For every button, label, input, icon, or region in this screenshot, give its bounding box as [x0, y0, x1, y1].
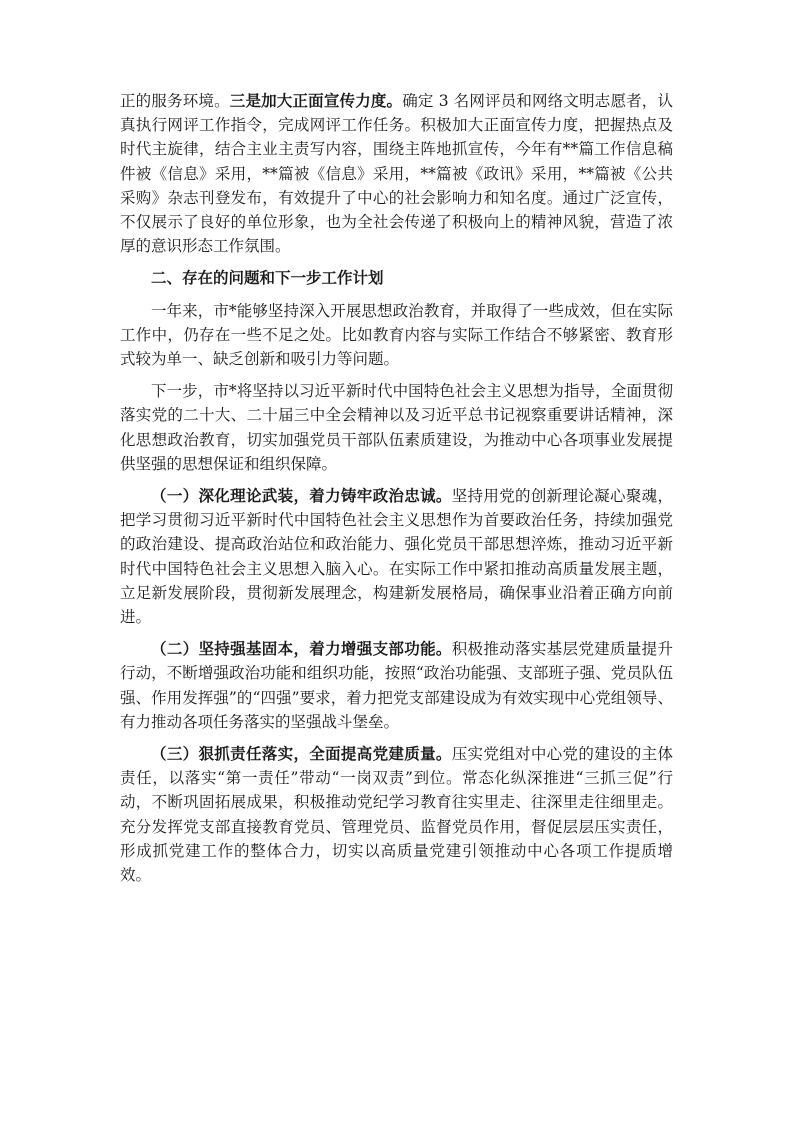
- item-2-text: 积极推动落实基层党建质量提升行动，不断增强政治功能和组织功能，按照“政治功能强、支部班子强、党员队伍强、作用发挥强”的“四强”要求，着力把党支部建设成为有效实现中心党组领导、有力推动各项任务落实的坚强战斗堡垒。: [120, 640, 673, 731]
- paragraph-text: 确定 3 名网评员和网络文明志愿者，认真执行网评工作指令，完成网评工作任务。积极加大正面宣传力度，把握热点及时代主旋律，结合主业主责写内容，围绕主阵地抓宣传，今年有**篇工作信息稿件被《信息》采用，**篇被《信息》采用，**篇被《政讯》采用，**篇被《公共采购》杂志刊登发布，有效提升了中心的社会影响力和知名度。通过广泛宣传，不仅展示了良好的单位形象，也为全社会传递了积极向上的精神风貌，营造了浓厚的意识形态工作氛围。: [120, 92, 673, 256]
- item-1-title: （一）深化理论武装，着力铸牢政治忠诚。: [151, 486, 452, 506]
- paragraph-problems: 一年来，市*能够坚持深入开展思想政治教育，并取得了一些成效，但在实际工作中，仍存在一些不足之处。比如教育内容与实际工作结合不够紧密、教育形式较为单一、缺乏创新和吸引力等问题。: [120, 301, 673, 369]
- paragraph-publicity: [120, 89, 673, 258]
- section-heading: 二、存在的问题和下一步工作计划: [151, 268, 384, 288]
- document-page: [120, 89, 673, 895]
- item-3-text: 压实党组对中心党的建设的主体责任，以落实“第一责任”带动“一岗双责”到位。常态化纵深推进“三抓三促”行动，不断巩固拓展成果，积极推动党纪学习教育往实里走、往深里走往细里走。充分发挥党支部直接教育党员、管理党员、监督党员作用，督促层层压实责任，形成抓党建工作的整体合力，切实以高质量党建引领推动中心各项工作提质增效。: [120, 745, 673, 885]
- paragraph-item-1: [120, 484, 673, 629]
- item-1-text: 坚持用党的创新理论凝心聚魂，把学习贯彻习近平新时代中国特色社会主义思想作为首要政治任务，持续加强党的政治建设、提高政治站位和政治能力、强化党员干部思想淬炼，推动习近平新时代中国特色社会主义思想入脑入心。在实际工作中紧扣推动高质量发展主题，立足新发展阶段，贯彻新发展理念，构建新发展格局，确保事业沿着正确方向前进。: [120, 487, 673, 627]
- paragraph-bold-lead: 三是加大正面宣传力度。: [229, 91, 403, 110]
- paragraph-next-steps: 下一步，市*将坚持以习近平新时代中国特色社会主义思想为指导，全面贯彻落实党的二十大、二十届三中全会精神以及习近平总书记视察重要讲话精神，深化思想政治教育，切实加强党员干部队伍素质建设，为推动中心各项事业发展提供坚强的思想保证和组织保障。: [120, 382, 673, 473]
- paragraph-item-2: [120, 637, 673, 734]
- item-3-title: （三）狠抓责任落实，全面提高党建质量。: [151, 744, 452, 764]
- item-2-title: （二）坚持强基固本，着力增强支部功能。: [151, 639, 452, 659]
- paragraph-text: 正的服务环境。: [120, 92, 230, 110]
- paragraph-item-3: [120, 742, 673, 887]
